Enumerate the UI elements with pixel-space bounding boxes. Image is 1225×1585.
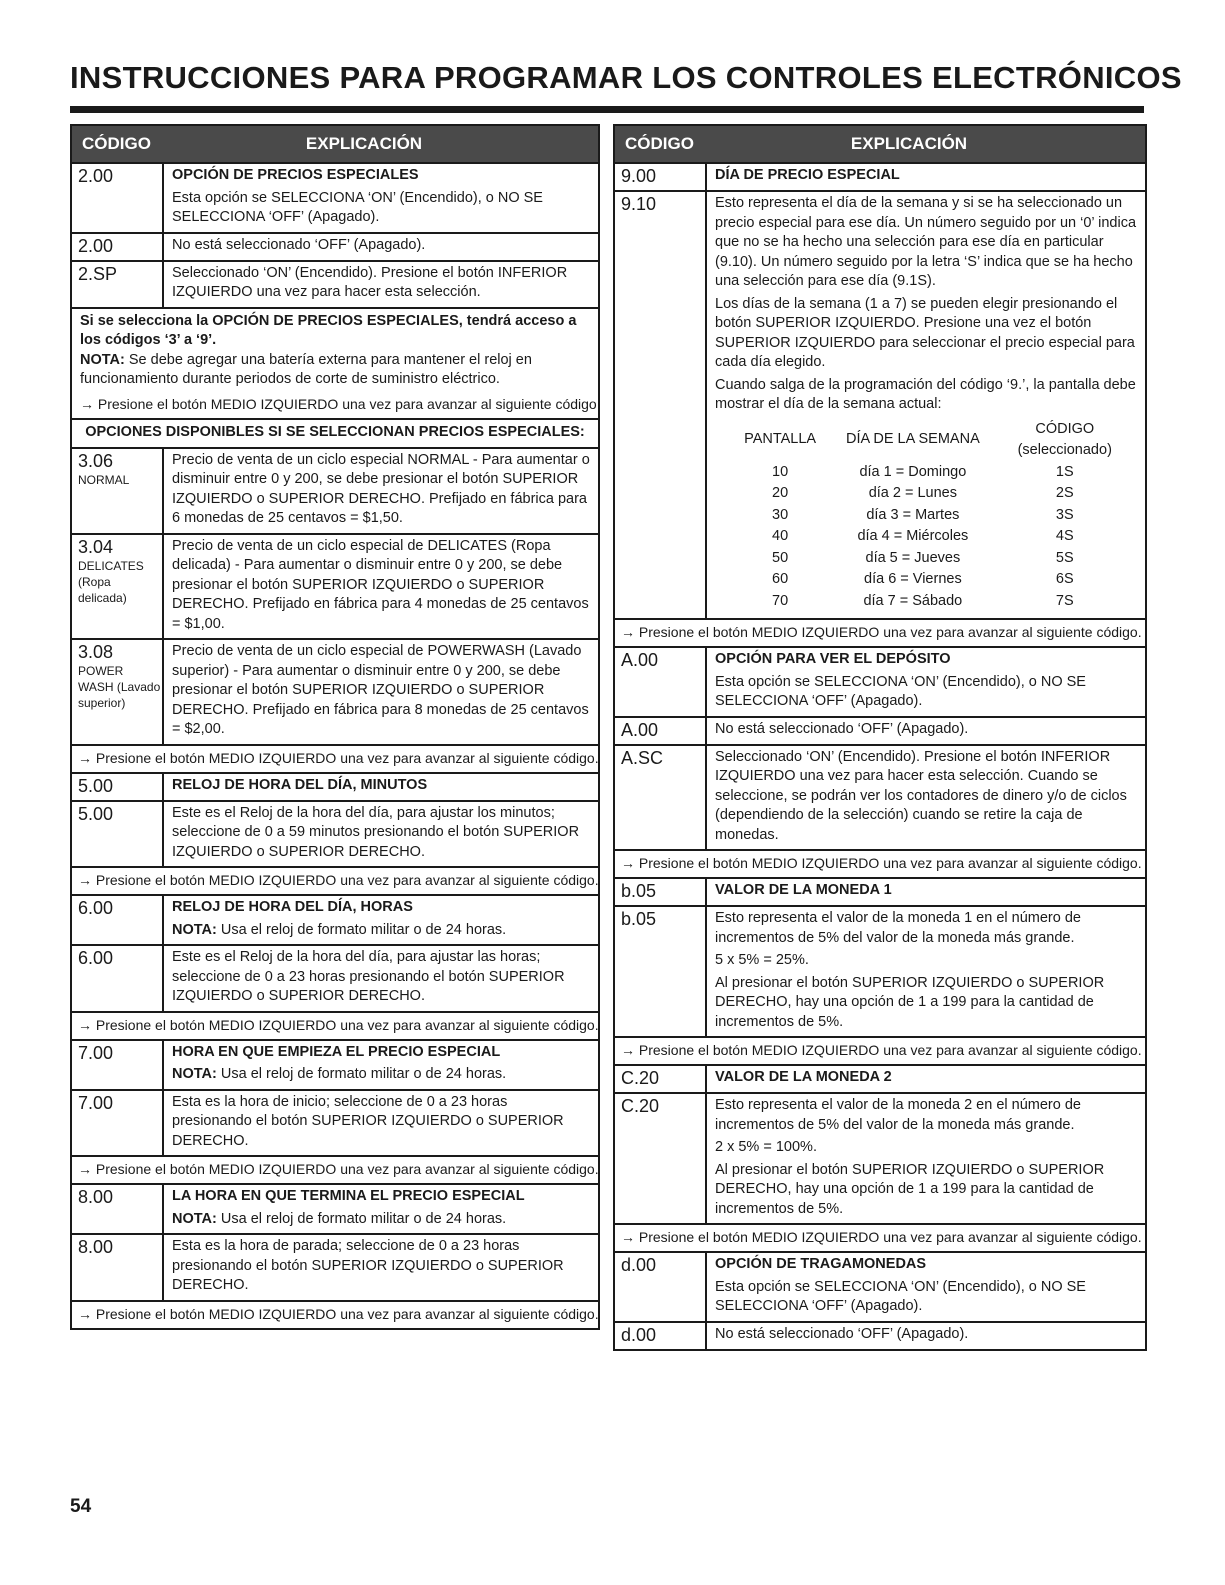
row-title: RELOJ DE HORA DEL DÍA, MINUTOS [172,776,428,793]
code-cell: d.00 [615,1323,707,1349]
code-cell: A.00 [615,648,707,716]
nav-instruction: → Presione el botón MEDIO IZQUIERDO una vez para avanzar al siguiente código. [72,1013,598,1041]
table-header [615,126,1145,164]
code-subtitle: NORMAL [78,472,130,487]
code-cell: 7.00 [72,1041,164,1089]
day-of-week-table [727,419,1137,613]
header-code: CÓDIGO [82,134,151,153]
explanation-cell [164,802,598,867]
selected-code-cell: 4S [1055,528,1074,544]
table-row [72,1091,598,1158]
nav-instruction: → Presione el botón MEDIO IZQUIERDO una vez para avanzar al siguiente código. [615,620,1145,648]
page-number: 54 [70,1496,92,1517]
table-header [72,126,598,164]
explanation-cell [707,648,1145,716]
note-text: Usa el reloj de formato militar o de 24 horas. [220,921,507,938]
note-label: NOTA: [172,921,217,938]
code-cell: 7.00 [72,1091,164,1156]
row-title: OPCIÓN PARA VER EL DEPÓSITO [715,651,951,667]
selected-code-cell: 6S [1055,571,1074,587]
table-row [72,164,598,234]
row-text: Al presionar el botón SUPERIOR IZQUIERDO o SUPERIOR DERECHO, hay una opción de 1 a 199 para la cantidad de incrementos de 5%. [715,974,1105,1030]
row-text: 5 x 5% = 25%. [715,952,809,968]
selected-code-cell: 7S [1055,592,1074,609]
explanation-cell [707,718,1145,744]
selected-code-cell: 2S [1055,485,1074,501]
code-subtitle: DELICATES (Ropa delicada) [78,558,144,605]
code-cell: 6.00 [72,896,164,944]
row-text: Seleccionado ‘ON’ (Encendido). Presione el botón INFERIOR IZQUIERDO una vez para hacer esta selección. [172,264,568,300]
row-title: VALOR DE LA MONEDA 2 [715,1069,892,1085]
options-heading: OPCIONES DISPONIBLES SI SE SELECCIONAN PRECIOS ESPECIALES: [72,420,598,449]
note-label: NOTA: [172,1210,217,1227]
table-row [72,535,598,641]
code-cell: C.20 [615,1066,707,1092]
day-cell: día 6 = Viernes [864,571,962,587]
row-title: HORA EN QUE EMPIEZA EL PRECIO ESPECIAL [172,1043,501,1060]
code-cell: d.00 [615,1253,707,1321]
code-value: 3.04 [78,536,114,557]
row-text: Esta opción se SELECCIONA ‘ON’ (Encendido), o NO SE SELECCIONA ‘OFF’ (Apagado). [172,189,543,225]
row-title: OPCIÓN DE PRECIOS ESPECIALES [172,167,419,183]
code-cell: 6.00 [72,946,164,1011]
row-title: RELOJ DE HORA DEL DÍA, HORAS [172,899,413,915]
row-text: Cuando salga de la programación del código ‘9.’, la pantalla debe mostrar el día de la semana actual: [715,376,1136,412]
table-row [615,164,1145,192]
table-row [615,1323,1145,1349]
nav-instruction: → Presione el botón MEDIO IZQUIERDO una vez para avanzar al siguiente código. [80,395,601,412]
display-cell: 70 [772,592,789,609]
table-row [615,1253,1145,1323]
code-cell: 2.00 [72,234,164,260]
row-title: LA HORA EN QUE TERMINA EL PRECIO ESPECIAL [172,1188,525,1204]
row-text: No está seleccionado ‘OFF’ (Apagado). [172,236,426,253]
explanation-cell [164,640,598,744]
explanation-cell [707,192,1145,618]
explanation-cell [164,535,598,639]
explanation-cell [164,946,598,1011]
row-text: Esto representa el valor de la moneda 2 en el número de incrementos de 5% del valor de la moneda más grande. [715,1097,1081,1133]
display-cell: 40 [772,528,789,544]
code-cell: 9.10 [615,192,707,618]
day-row [727,569,1137,591]
table-row [72,449,598,535]
nav-instruction: → Presione el botón MEDIO IZQUIERDO una vez para avanzar al siguiente código. [615,1225,1145,1253]
table-row [72,262,598,309]
note-bold: Si se selecciona la OPCIÓN DE PRECIOS ESPECIALES, tendrá acceso a los códigos ‘3’ a ‘9’. [80,312,577,348]
explanation-cell [707,1323,1145,1349]
row-title: DÍA DE PRECIO ESPECIAL [715,167,900,183]
column-header: CÓDIGO (seleccionado) [1017,420,1112,458]
note-label: NOTA: [172,1066,217,1082]
row-text: Precio de venta de un ciclo especial NORMAL - Para aumentar o disminuir entre 0 y 200, se debe presionar el botón SUPERIOR IZQUIERDO o SUPERIOR DERECHO. Prefijado en fábrica para 6 monedas de 25 centavos = $1,50. [172,451,590,526]
explanation-cell [164,1041,598,1089]
explanation-cell [164,449,598,533]
explanation-cell [164,1185,598,1233]
header-explanation: EXPLICACIÓN [305,134,423,153]
note-text: Usa el reloj de formato militar o de 24 horas. [220,1066,507,1082]
row-text: Esta opción se SELECCIONA ‘ON’ (Encendido), o NO SE SELECCIONA ‘OFF’ (Apagado). [715,673,1086,709]
display-cell: 20 [772,485,789,501]
left-code-table [70,124,600,1330]
day-row [727,462,1137,484]
row-text: Esto representa el día de la semana y si se ha seleccionado un precio especial para ese día. Un número seguido por un ‘0’ indica que no se ha hecho una selección para ese día en particular (9.10). Un número seguido por la letra ‘S’ indica que se ha hecho una selección para ese día (9.1S). [715,195,1137,289]
column-header: PANTALLA [744,431,817,448]
header-explanation: EXPLICACIÓN [850,134,968,153]
row-text: Este es el Reloj de la hora del día, para ajustar los minutos; seleccione de 0 a 59 minutos presionando el botón SUPERIOR IZQUIERDO o SUPERIOR DERECHO. [172,804,580,860]
table-row [615,718,1145,746]
nav-instruction: → Presione el botón MEDIO IZQUIERDO una vez para avanzar al siguiente código. [615,851,1145,879]
row-text: Seleccionado ‘ON’ (Encendido). Presione el botón INFERIOR IZQUIERDO una vez para hacer esta selección. Cuando se seleccione, se podrán ver los contadores de dinero y/o de ciclos (dependiendo de la selección) cuando se retire la caja de monedas. [715,748,1127,843]
table-row [615,879,1145,907]
nav-instruction: → Presione el botón MEDIO IZQUIERDO una vez para avanzar al siguiente código. [615,1038,1145,1066]
table-row [615,907,1145,1038]
table-row [72,896,598,946]
code-cell: 8.00 [72,1235,164,1300]
explanation-cell [707,907,1145,1036]
table-row [615,746,1145,852]
row-text: 2 x 5% = 100%. [715,1139,817,1155]
code-cell [72,449,164,533]
row-text: Esto representa el valor de la moneda 1 en el número de incrementos de 5% del valor de la moneda más grande. [715,910,1081,946]
day-row [727,548,1137,570]
note-text: Usa el reloj de formato militar o de 24 horas. [220,1210,507,1227]
display-cell: 10 [772,463,789,480]
row-text: Este es el Reloj de la hora del día, para ajustar las horas; seleccione de 0 a 23 horas presionando el botón SUPERIOR IZQUIERDO o SUPERIOR DERECHO. [172,949,565,1004]
code-cell: A.SC [615,746,707,850]
table-row [72,802,598,869]
explanation-cell [164,1091,598,1156]
day-row [727,526,1137,548]
row-text: Los días de la semana (1 a 7) se pueden elegir presionando el botón SUPERIOR IZQUIERDO. Presione una vez el botón SUPERIOR IZQUIERDO para seleccionar el precio especial para cada día elegido. [715,295,1135,370]
day-table-header [727,419,1137,462]
table-row [615,1094,1145,1225]
header-code: CÓDIGO [625,134,694,153]
special-price-note [72,309,601,421]
code-value: 3.06 [78,450,114,471]
day-cell: día 1 = Domingo [859,463,967,480]
explanation-cell [164,1235,598,1300]
code-cell: 2.00 [72,164,164,232]
code-cell: b.05 [615,907,707,1036]
row-text: No está seleccionado ‘OFF’ (Apagado). [715,720,969,737]
display-cell: 50 [772,549,789,566]
table-row [615,192,1145,620]
explanation-cell [707,1094,1145,1223]
day-row [727,591,1137,613]
explanation-cell [707,746,1145,850]
code-cell [72,640,164,744]
nav-instruction: → Presione el botón MEDIO IZQUIERDO una vez para avanzar al siguiente código. [78,1305,599,1322]
note-label: NOTA: [80,351,125,368]
nav-instruction: → Presione el botón MEDIO IZQUIERDO una vez para avanzar al siguiente código. [72,1157,598,1185]
day-cell: día 4 = Miércoles [857,528,969,544]
explanation-cell [707,1253,1145,1321]
nav-instruction: → Presione el botón MEDIO IZQUIERDO una vez para avanzar al siguiente código. [72,746,598,774]
note-text: Se debe agregar una batería externa para mantener el reloj en funcionamiento durante periodos de corte de suministro eléctrico. [80,351,532,387]
day-cell: día 3 = Martes [866,506,960,523]
explanation-cell [707,1066,1145,1092]
explanation-cell [164,164,598,232]
row-text: Al presionar el botón SUPERIOR IZQUIERDO o SUPERIOR DERECHO, hay una opción de 1 a 199 para la cantidad de incrementos de 5%. [715,1161,1105,1217]
explanation-cell [707,879,1145,905]
code-cell: C.20 [615,1094,707,1223]
day-cell: día 7 = Sábado [863,592,963,609]
table-row [72,640,598,746]
row-text: Esta es la hora de parada; seleccione de 0 a 23 horas presionando el botón SUPERIOR IZQUIERDO o SUPERIOR DERECHO. [172,1238,564,1293]
row-text: Esta opción se SELECCIONA ‘ON’ (Encendido), o NO SE SELECCIONA ‘OFF’ (Apagado). [715,1278,1086,1314]
explanation-cell [164,234,598,260]
nav-instruction: → Presione el botón MEDIO IZQUIERDO una vez para avanzar al siguiente código. [72,868,598,896]
day-cell: día 5 = Jueves [865,549,961,566]
code-cell: 5.00 [72,802,164,867]
explanation-cell [164,262,598,307]
table-row [615,648,1145,718]
row-text: Precio de venta de un ciclo especial de POWERWASH (Lavado superior) - Para aumentar o disminuir entre 0 y 200, se debe presionar el botón SUPERIOR IZQUIERDO o SUPERIOR DERECHO. Prefijado en fábrica para 8 monedas de 25 centavos = $2,00. [172,643,589,737]
display-cell: 60 [772,571,789,587]
selected-code-cell: 3S [1055,506,1074,523]
selected-code-cell: 1S [1055,463,1074,480]
day-cell: día 2 = Lunes [868,485,957,501]
row-text: Precio de venta de un ciclo especial de DELICATES (Ropa delicada) - Para aumentar o disminuir entre 0 y 200, se debe presionar el botón SUPERIOR IZQUIERDO o SUPERIOR DERECHO. Prefijado en fábrica para 4 monedas de 25 centavos = $1,00. [172,537,589,632]
code-subtitle: POWER WASH (Lavado superior) [78,664,161,710]
code-cell: 2.SP [72,262,164,307]
row-text: No está seleccionado ‘OFF’ (Apagado). [715,1325,969,1342]
code-cell: A.00 [615,718,707,744]
day-row [727,483,1137,505]
table-row [72,1235,598,1302]
explanation-cell [164,774,598,800]
column-header: DÍA DE LA SEMANA [845,431,980,448]
explanation-cell [707,164,1145,190]
code-value: 3.08 [78,642,114,662]
page-title: INSTRUCCIONES PARA PROGRAMAR LOS CONTROLES ELECTRÓNICOS [70,60,1182,95]
code-cell: 8.00 [72,1185,164,1233]
code-cell [72,535,164,639]
row-text: Esta es la hora de inicio; seleccione de 0 a 23 horas presionando el botón SUPERIOR IZQUIERDO o SUPERIOR DERECHO. [172,1093,564,1149]
code-cell: 9.00 [615,164,707,190]
table-row [615,1066,1145,1094]
table-row [72,1041,598,1091]
day-row [727,505,1137,527]
title-rule [70,106,1144,113]
code-cell: b.05 [615,879,707,905]
row-title: OPCIÓN DE TRAGAMONEDAS [715,1256,927,1272]
right-code-table [613,124,1147,1351]
row-title: VALOR DE LA MONEDA 1 [715,882,892,898]
display-cell: 30 [772,506,789,523]
table-row [72,946,598,1013]
code-cell: 5.00 [72,774,164,800]
table-row [72,234,598,262]
table-row [72,1185,598,1235]
table-row [72,774,598,802]
selected-code-cell: 5S [1055,549,1074,566]
explanation-cell [164,896,598,944]
